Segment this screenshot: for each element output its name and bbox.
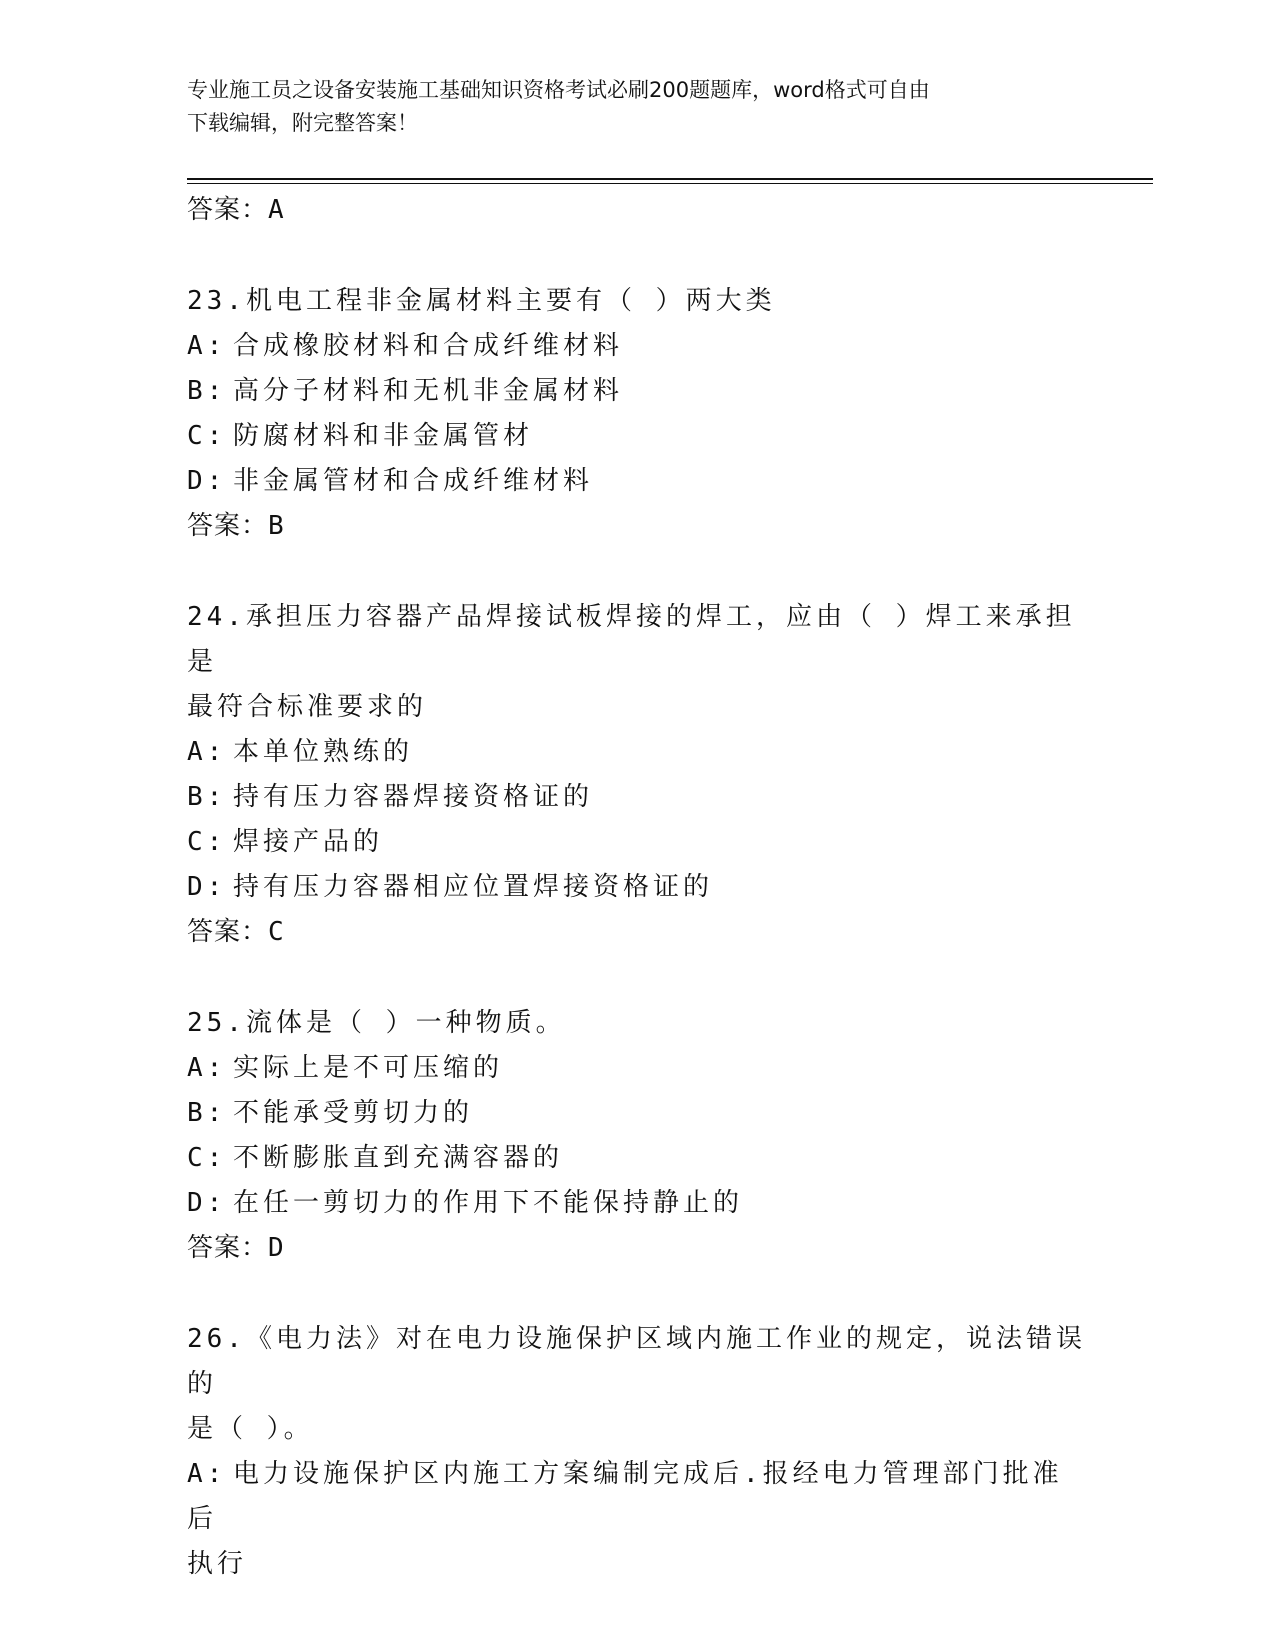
question-list — [187, 188, 1087, 1587]
option-key: B: — [187, 376, 227, 406]
option-text: 高分子材料和无机非金属材料 — [233, 376, 624, 406]
header-line-1: 专业施工员之设备安装施工基础知识资格考试必刷200题题库，word格式可自由 — [187, 78, 930, 102]
option-key: A: — [187, 1459, 227, 1489]
option-key: A: — [187, 331, 227, 361]
option-key: A: — [187, 1053, 227, 1083]
option-a — [187, 1452, 1087, 1542]
option-text: 不能承受剪切力的 — [233, 1098, 474, 1128]
spacer — [187, 955, 1087, 1001]
page-header — [187, 74, 1067, 140]
option-a — [187, 1046, 1087, 1091]
spacer — [187, 549, 1087, 595]
option-text: 电力设施保护区内施工方案编制完成后.报经电力管理部门批准后 — [187, 1459, 1063, 1534]
option-a — [187, 324, 1087, 369]
option-a — [187, 730, 1087, 775]
option-key: D: — [187, 466, 227, 496]
option-text: 实际上是不可压缩的 — [233, 1053, 504, 1083]
answer-label: 答案： — [187, 195, 269, 225]
spacer — [187, 1271, 1087, 1317]
header-rule-thin — [187, 183, 1153, 184]
answer-key: C — [268, 917, 285, 947]
option-key: D: — [187, 1188, 227, 1218]
answer-label: 答案： — [187, 1233, 269, 1263]
header-line-2: 下载编辑，附完整答案！ — [187, 111, 418, 135]
option-text: 在任一剪切力的作用下不能保持静止的 — [233, 1188, 744, 1218]
option-key: A: — [187, 737, 227, 767]
answer-line — [187, 1226, 1087, 1271]
answer-key: D — [268, 1233, 285, 1263]
option-text: 不断膨胀直到充满容器的 — [233, 1143, 564, 1173]
option-key: C: — [187, 421, 227, 451]
option-key: C: — [187, 1143, 227, 1173]
answer-key: A — [268, 195, 285, 225]
question-item — [187, 595, 1087, 955]
option-c — [187, 820, 1087, 865]
option-text: 本单位熟练的 — [233, 737, 414, 767]
answer-label: 答案： — [187, 511, 269, 541]
option-a-continued: 执行 — [187, 1549, 248, 1579]
question-stem: 25.流体是（ ）一种物质。 — [187, 1008, 566, 1038]
option-d — [187, 1181, 1087, 1226]
spacer — [187, 233, 1087, 279]
option-b — [187, 1091, 1087, 1136]
option-key: B: — [187, 1098, 227, 1128]
question-stem-continued: 最符合标准要求的 — [187, 692, 428, 722]
option-c — [187, 1136, 1087, 1181]
option-b — [187, 775, 1087, 820]
option-text: 合成橡胶材料和合成纤维材料 — [233, 331, 624, 361]
question-stem-continued: 是（ ）。 — [187, 1414, 314, 1444]
question-item — [187, 1317, 1087, 1587]
header-rule-thick — [187, 178, 1153, 180]
answer-line — [187, 188, 1087, 233]
question-stem: 24.承担压力容器产品焊接试板焊接的焊工，应由（ ）焊工来承担是 — [187, 602, 1076, 677]
answer-line — [187, 504, 1087, 549]
question-item — [187, 279, 1087, 549]
question-stem: 23.机电工程非金属材料主要有（ ）两大类 — [187, 286, 776, 316]
option-d — [187, 459, 1087, 504]
option-text: 防腐材料和非金属管材 — [233, 421, 534, 451]
answer-label: 答案： — [187, 917, 269, 947]
answer-line — [187, 910, 1087, 955]
option-d — [187, 865, 1087, 910]
option-text: 持有压力容器相应位置焊接资格证的 — [233, 872, 714, 902]
option-c — [187, 414, 1087, 459]
option-b — [187, 369, 1087, 414]
question-item — [187, 1001, 1087, 1271]
question-stem: 26.《电力法》对在电力设施保护区域内施工作业的规定，说法错误的 — [187, 1324, 1086, 1399]
option-key: B: — [187, 782, 227, 812]
option-text: 焊接产品的 — [233, 827, 384, 857]
option-key: C: — [187, 827, 227, 857]
option-text: 非金属管材和合成纤维材料 — [233, 466, 594, 496]
option-key: D: — [187, 872, 227, 902]
answer-key: B — [268, 511, 285, 541]
option-text: 持有压力容器焊接资格证的 — [233, 782, 594, 812]
